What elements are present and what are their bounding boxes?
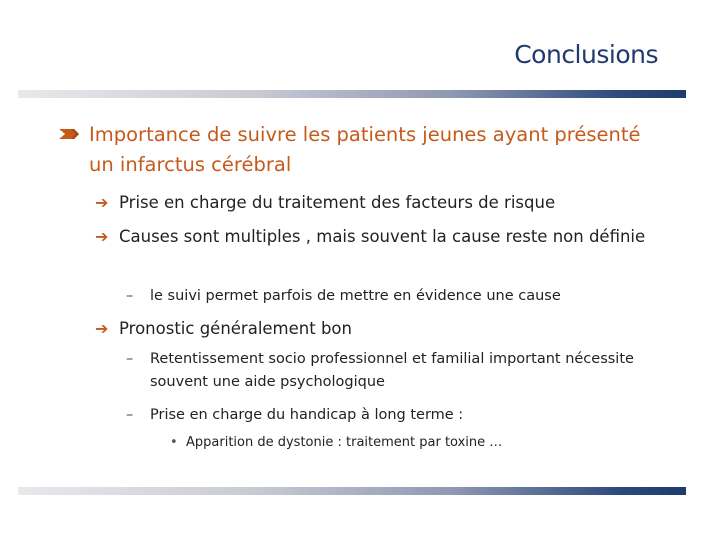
detail-bullet-text: le suivi permet parfois de mettre en évidence une cause	[150, 288, 561, 304]
triangle-arrow-icon	[57, 126, 81, 142]
arrow-right-icon: ➔	[95, 193, 109, 212]
sub-bullet-risk-factors	[95, 190, 655, 215]
sub-bullet-text: Prise en charge du traitement des facteurs de risque	[119, 193, 556, 212]
sub-bullet-text: Causes sont multiples , mais souvent la cause reste non définie	[119, 227, 646, 246]
detail-bullet-handicap	[126, 404, 646, 427]
dash-marker: –	[126, 351, 134, 367]
dash-marker: –	[126, 407, 134, 423]
top-divider-bar	[18, 90, 686, 98]
main-bullet	[57, 120, 657, 180]
bullet-dot-marker: •	[170, 435, 178, 450]
detail-bullet-text: Retentissement socio professionnel et familial important nécessite souvent une aide psychologique	[150, 351, 634, 390]
sub-bullet-causes	[95, 224, 655, 249]
dash-marker: –	[126, 288, 134, 304]
sub-detail-text: Apparition de dystonie : traitement par toxine …	[186, 435, 503, 450]
sub-bullet-prognosis	[95, 316, 655, 341]
slide-title: Conclusions	[514, 40, 658, 69]
sub-detail-dystonia	[170, 433, 650, 453]
detail-bullet-text: Prise en charge du handicap à long terme :	[150, 407, 464, 423]
bottom-divider-bar	[18, 487, 686, 495]
main-bullet-text: Importance de suivre les patients jeunes ayant présenté un infarctus cérébral	[89, 123, 641, 176]
sub-bullet-text: Pronostic généralement bon	[119, 319, 352, 338]
detail-bullet-psychological	[126, 348, 646, 394]
arrow-right-icon: ➔	[95, 227, 109, 246]
detail-bullet-follow-up	[126, 285, 646, 308]
arrow-right-icon: ➔	[95, 319, 109, 338]
